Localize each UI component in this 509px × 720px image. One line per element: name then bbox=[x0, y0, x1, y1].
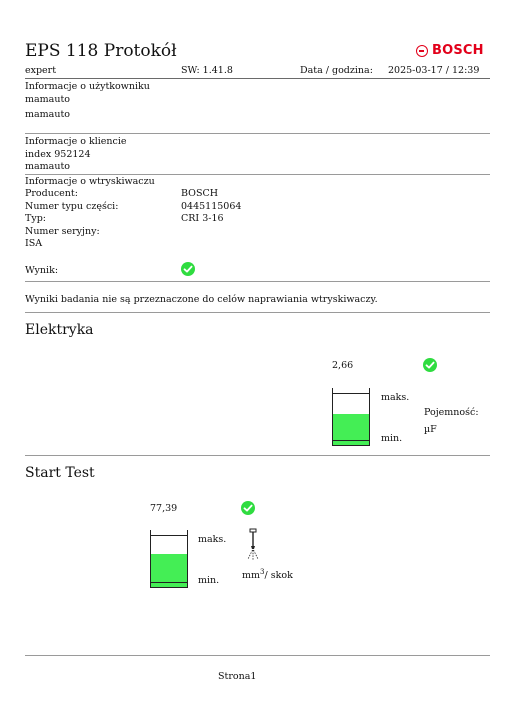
section-divider bbox=[25, 174, 490, 175]
software-version: SW: 1.41.8 bbox=[181, 65, 233, 76]
footer-divider bbox=[25, 655, 490, 656]
beaker-max-line bbox=[333, 393, 369, 394]
beaker-max-line bbox=[151, 535, 187, 536]
user-role: expert bbox=[25, 65, 57, 76]
header-divider bbox=[25, 78, 490, 79]
bosch-armature-icon bbox=[416, 45, 428, 57]
part-number-label: Numer typu części: bbox=[25, 201, 119, 212]
check-circle-icon bbox=[181, 262, 195, 276]
delivery-value: 77,39 bbox=[150, 503, 178, 514]
section-divider bbox=[25, 133, 490, 134]
unit-rest: / skok bbox=[264, 570, 293, 582]
page-title: EPS 118 Protokół bbox=[25, 41, 177, 61]
unit-sup: 3 bbox=[260, 568, 265, 576]
max-label: maks. bbox=[198, 534, 227, 545]
level-beaker bbox=[150, 530, 188, 588]
check-circle-icon bbox=[241, 501, 255, 515]
user-info-line: mamauto bbox=[25, 109, 70, 120]
page-number: Strona1 bbox=[218, 671, 257, 682]
capacitance-value: 2,66 bbox=[332, 360, 354, 371]
type-label: Typ: bbox=[25, 213, 46, 224]
beaker-min-line bbox=[151, 582, 187, 583]
serial-label: Numer seryjny: bbox=[25, 226, 100, 237]
section-title-start-test: Start Test bbox=[25, 465, 95, 481]
section-divider bbox=[25, 455, 490, 456]
injector-info-heading: Informacje o wtryskiwaczu bbox=[25, 176, 155, 187]
date-value: 2025-03-17 / 12:39 bbox=[388, 65, 480, 76]
capacitance-label: Pojemność: bbox=[424, 407, 479, 418]
user-info-line: mamauto bbox=[25, 94, 70, 105]
date-label: Data / godzina: bbox=[300, 65, 373, 76]
injector-spray-icon bbox=[244, 528, 262, 562]
producer-label: Producent: bbox=[25, 188, 78, 199]
capacitance-unit: µF bbox=[424, 424, 437, 435]
section-divider bbox=[25, 312, 490, 313]
part-number-value: 0445115064 bbox=[181, 201, 242, 212]
disclaimer-text: Wyniki badania nie są przeznaczone do celów naprawiania wtryskiwaczy. bbox=[25, 294, 378, 305]
section-divider bbox=[25, 281, 490, 282]
max-label: maks. bbox=[381, 392, 410, 403]
unit-main: mm bbox=[242, 570, 261, 582]
user-info-heading: Informacje o użytkowniku bbox=[25, 81, 150, 92]
client-info-line: index 952124 bbox=[25, 149, 91, 160]
delivery-unit bbox=[242, 566, 293, 582]
client-info-heading: Informacje o kliencie bbox=[25, 136, 127, 147]
serial-extra: ISA bbox=[25, 238, 43, 249]
check-circle-icon bbox=[423, 358, 437, 372]
brand-name: BOSCH bbox=[432, 43, 484, 58]
min-label: min. bbox=[198, 575, 220, 586]
min-label: min. bbox=[381, 433, 403, 444]
beaker-min-line bbox=[333, 440, 369, 441]
producer-value: BOSCH bbox=[181, 188, 219, 199]
section-title-elektryka: Elektryka bbox=[25, 322, 94, 338]
result-label: Wynik: bbox=[25, 265, 59, 276]
client-info-line: mamauto bbox=[25, 161, 70, 172]
level-beaker bbox=[332, 388, 370, 446]
type-value: CRI 3-16 bbox=[181, 213, 224, 224]
